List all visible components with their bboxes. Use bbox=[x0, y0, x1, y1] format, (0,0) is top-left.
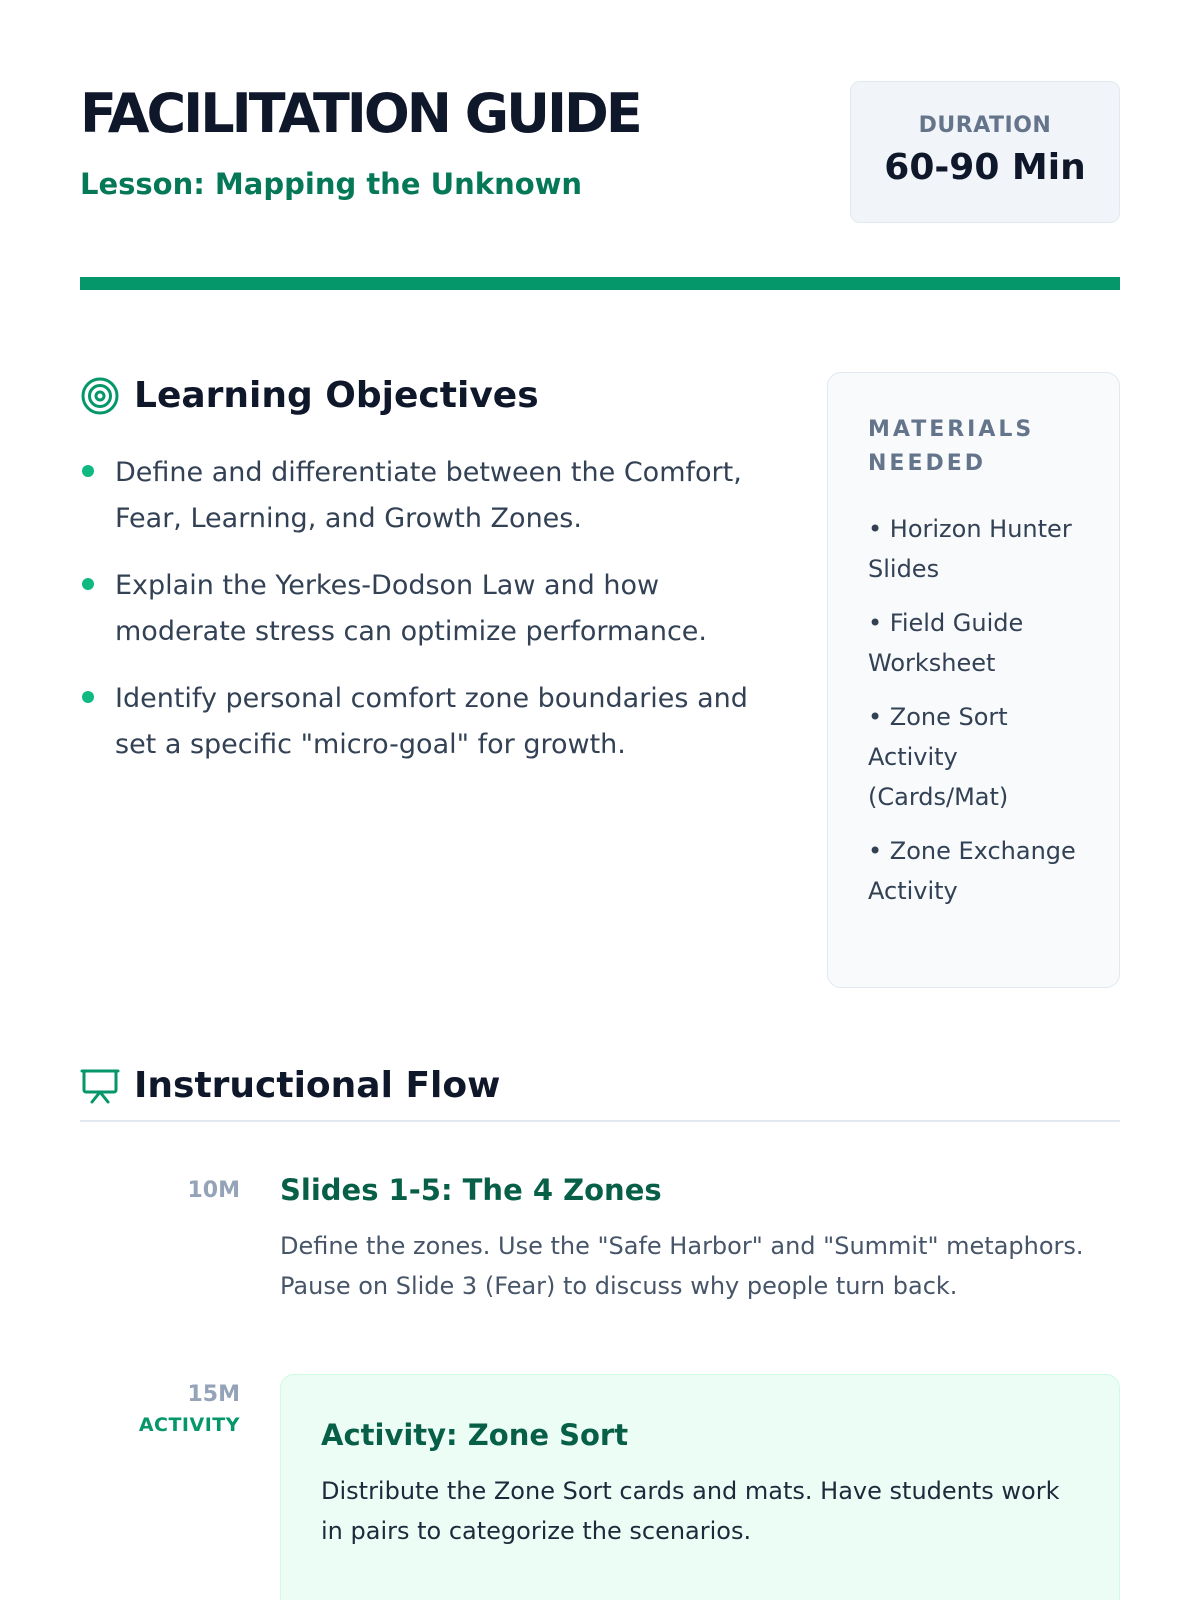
section-title: Learning Objectives bbox=[134, 375, 539, 416]
list-item bbox=[80, 676, 760, 768]
list-item: • Zone Exchange Activity bbox=[868, 837, 1076, 905]
learning-objectives-heading bbox=[80, 370, 760, 422]
instructional-flow-section bbox=[80, 1065, 1120, 1600]
step-time bbox=[80, 1382, 240, 1438]
flow-step-activity bbox=[80, 1374, 1120, 1600]
objective-text: Explain the Yerkes-Dodson Law and how moderate stress can optimize performance. bbox=[115, 570, 707, 647]
activity-tag: ACTIVITY bbox=[138, 1414, 240, 1436]
learning-objectives-section bbox=[80, 370, 760, 789]
page-title: FACILITATION GUIDE bbox=[80, 82, 640, 145]
list-item: • Zone Sort Activity (Cards/Mat) bbox=[868, 703, 1009, 811]
materials-list bbox=[868, 509, 1079, 911]
list-item bbox=[80, 563, 760, 655]
bullet-icon bbox=[82, 691, 94, 703]
objective-text: Identify personal comfort zone boundaries and set a specific "micro-goal" for growth. bbox=[115, 683, 748, 760]
duration-box bbox=[850, 81, 1120, 223]
bullet-icon bbox=[82, 578, 94, 590]
target-icon bbox=[80, 376, 120, 416]
step-duration: 15M bbox=[187, 1382, 240, 1407]
step-description: Distribute the Zone Sort cards and mats. Have students work in pairs to categorize the scenarios. bbox=[321, 1477, 1060, 1545]
section-title: Instructional Flow bbox=[134, 1065, 501, 1106]
activity-card bbox=[280, 1374, 1120, 1600]
lesson-subtitle: Lesson: Mapping the Unknown bbox=[80, 167, 583, 201]
list-item bbox=[80, 450, 760, 542]
materials-panel bbox=[827, 372, 1120, 988]
materials-heading: MATERIALS NEEDED bbox=[868, 417, 1035, 476]
flow-step bbox=[80, 1170, 1120, 1306]
presentation-icon bbox=[80, 1066, 120, 1106]
objective-list bbox=[80, 450, 760, 768]
step-duration: 10M bbox=[187, 1178, 240, 1203]
step-title: Slides 1-5: The 4 Zones bbox=[280, 1173, 662, 1207]
instructional-flow-heading bbox=[80, 1065, 1120, 1122]
duration-label: DURATION bbox=[918, 113, 1052, 138]
objective-text: Define and differentiate between the Comfort, Fear, Learning, and Growth Zones. bbox=[115, 457, 742, 534]
step-time bbox=[80, 1178, 240, 1204]
bullet-icon bbox=[82, 465, 94, 477]
list-item: • Field Guide Worksheet bbox=[868, 609, 1024, 677]
step-title: Activity: Zone Sort bbox=[321, 1418, 629, 1452]
guide-header bbox=[80, 0, 1120, 278]
list-item: • Horizon Hunter Slides bbox=[868, 515, 1072, 583]
step-description: Define the zones. Use the "Safe Harbor" and "Summit" metaphors. Pause on Slide 3 (Fear) to discuss why people turn back. bbox=[280, 1232, 1084, 1300]
duration-value: 60-90 Min bbox=[884, 147, 1086, 188]
header-divider bbox=[80, 277, 1120, 290]
